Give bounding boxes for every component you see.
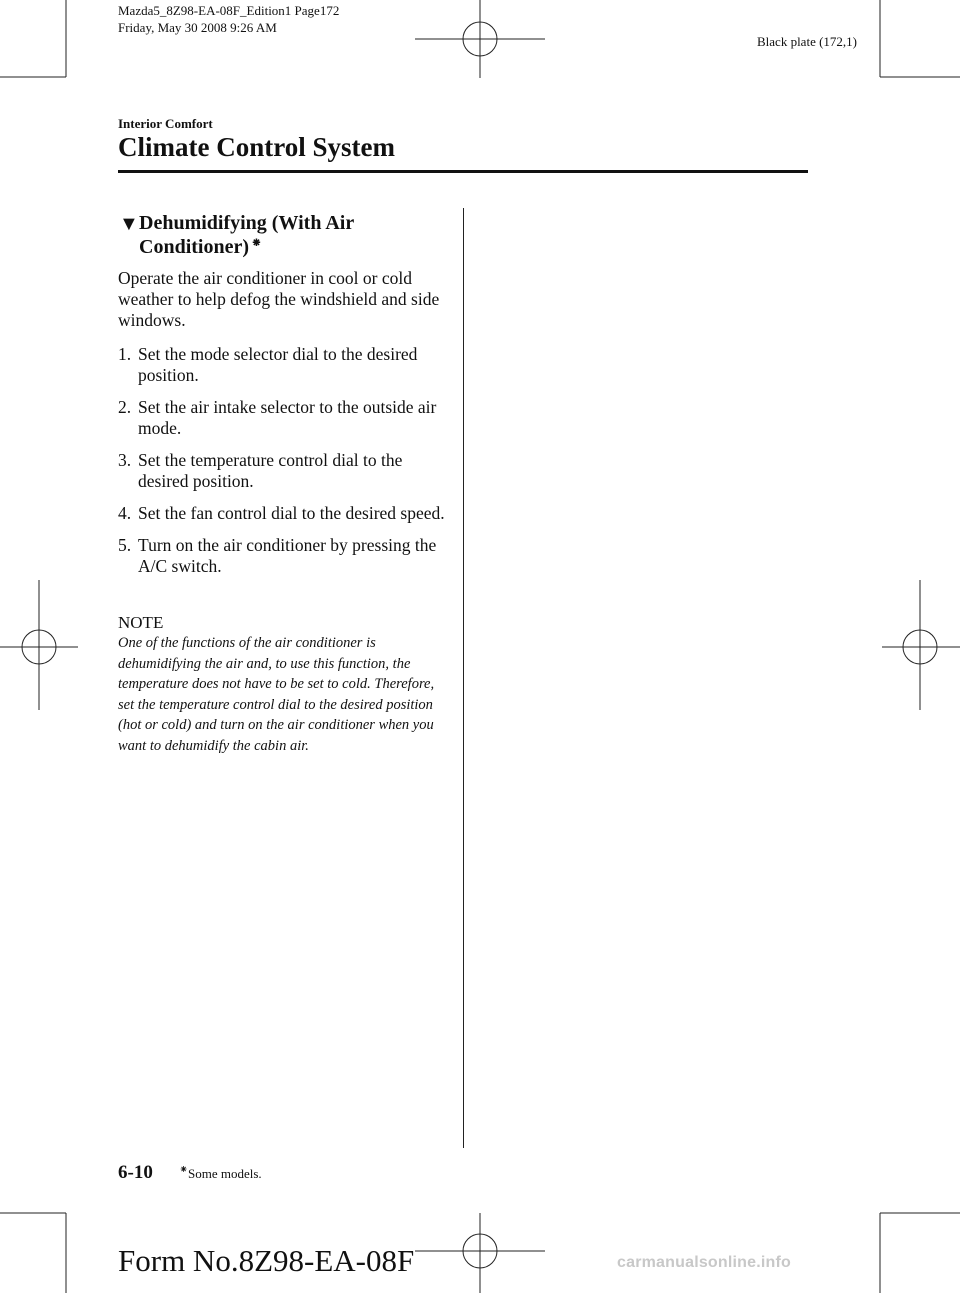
subsection-heading-line1: Dehumidifying (With Air — [139, 212, 355, 234]
note-label: NOTE — [118, 613, 164, 632]
note-text: One of the functions of the air conditioner is dehumidifying the air and, to use this function, the temperature does not have to be set to cold. Therefore, set the temperature control dial to the desired position (hot or cold) and turn on the air conditioner when you want to dehumidify the cabin air. — [118, 635, 435, 754]
step-text: Set the air intake selector to the outside air mode. — [138, 397, 437, 438]
column-divider — [463, 208, 464, 1148]
list-item — [118, 344, 448, 386]
triangle-down-icon: ▼ — [119, 213, 139, 235]
step-number: 1. — [118, 344, 132, 364]
list-item — [118, 397, 448, 439]
page-title: Climate Control System — [118, 132, 395, 162]
list-item — [118, 503, 448, 524]
step-number: 2. — [118, 397, 132, 417]
watermark: carmanualsonline.info — [617, 1254, 792, 1271]
list-item — [118, 450, 448, 492]
step-number: 3. — [118, 450, 132, 470]
step-text: Set the mode selector dial to the desired position. — [138, 344, 418, 385]
print-file-info — [118, 2, 339, 36]
print-file-name: Mazda5_8Z98-EA-08F_Edition1 Page172 — [118, 3, 340, 18]
list-item — [118, 535, 448, 577]
section-label: Interior Comfort — [118, 116, 213, 131]
step-number: 4. — [118, 503, 132, 523]
asterisk-icon: ⁕ — [251, 235, 262, 250]
subsection-heading-line2-wrap — [139, 235, 262, 259]
print-timestamp: Friday, May 30 2008 9:26 AM — [118, 20, 277, 35]
steps-list — [118, 344, 448, 588]
footnote: Some models. — [188, 1166, 262, 1181]
intro-paragraph: Operate the air conditioner in cool or cold weather to help defog the windshield and side windows. — [118, 268, 440, 330]
subsection-heading-line2: Conditioner) — [139, 236, 249, 258]
title-rule — [118, 170, 808, 173]
step-text: Turn on the air conditioner by pressing the A/C switch. — [138, 535, 437, 576]
step-text: Set the temperature control dial to the desired position. — [138, 450, 403, 491]
page-number: 6-10 — [118, 1162, 153, 1183]
form-number: Form No.8Z98-EA-08F — [118, 1243, 415, 1278]
step-text: Set the fan control dial to the desired speed. — [138, 503, 445, 523]
asterisk-icon: ⁕ — [179, 1164, 189, 1176]
plate-label: Black plate (172,1) — [757, 34, 857, 49]
step-number: 5. — [118, 535, 132, 555]
